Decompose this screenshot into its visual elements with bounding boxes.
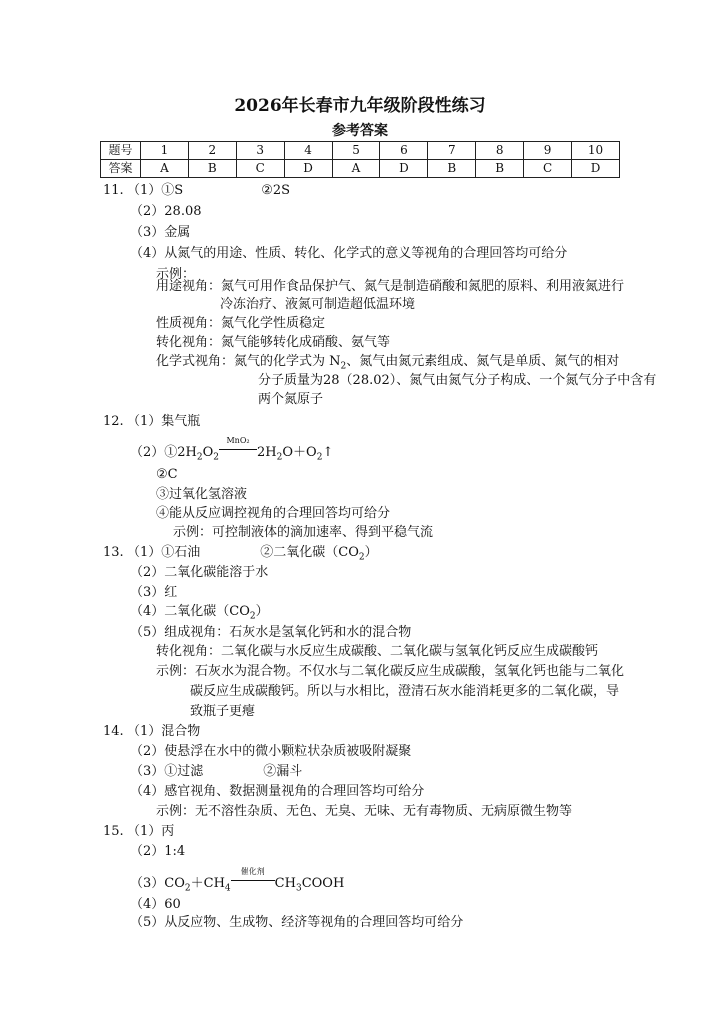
answer-line: （2）1:4	[130, 844, 186, 859]
answer-line: 转化视角：二氧化碳与水反应生成碳酸、二氧化碳与氢氧化钙反应生成碳酸钙	[156, 644, 599, 659]
answer-text: ②二氧化碳（CO	[260, 545, 359, 560]
answer-line: （4）从氮气的用途、性质、转化、化学式的意义等视角的合理回答均可给分	[130, 246, 568, 261]
answer-line: ③过氧化氢溶液	[156, 487, 248, 502]
answer-line	[156, 315, 325, 333]
answer-table	[100, 141, 620, 178]
answer-line: （3）金属	[130, 225, 191, 240]
answer-line: 示例：可控制液体的滴加速率、得到平稳气流	[173, 525, 434, 540]
subscript: 2	[184, 883, 191, 894]
answer-line	[130, 763, 302, 781]
question-number: 1	[141, 142, 189, 160]
reaction-arrow	[231, 867, 275, 887]
equation-text: CH	[274, 876, 296, 891]
subscript: 2	[316, 452, 323, 463]
answer-cell: D	[380, 160, 428, 178]
question-number: 11.	[103, 183, 124, 198]
answer-line: （1）混合物	[127, 724, 201, 739]
subscript: 2	[196, 452, 203, 463]
answer-line: （1）丙	[127, 824, 175, 839]
question-number: 5	[332, 142, 380, 160]
chemical-equation	[130, 436, 334, 467]
question-number: 7	[428, 142, 476, 160]
answer-line	[127, 182, 290, 200]
answer-text: ②漏斗	[263, 764, 303, 779]
reaction-arrow	[219, 436, 257, 456]
example-label: 示例：	[156, 267, 196, 282]
question-number: 6	[380, 142, 428, 160]
answer-text: （1）①石油	[127, 545, 201, 560]
question-number: 3	[236, 142, 284, 160]
question-number: 4	[284, 142, 332, 160]
answer-line: （3）红	[130, 585, 178, 600]
answer-line: （1）集气瓶	[127, 414, 201, 429]
subscript: 2	[340, 361, 347, 372]
question-number: 15.	[103, 824, 124, 839]
question-number: 12.	[103, 414, 124, 429]
chemical-equation	[130, 867, 345, 898]
subscript: 2	[213, 452, 220, 463]
answer-line: （4）感官视角、数据测量视角的合理回答均可给分	[130, 784, 425, 799]
answer-text: ）	[255, 604, 269, 619]
equation-text: O＋O	[282, 445, 317, 460]
answer-line	[156, 278, 624, 296]
answer-line: （2）二氧化碳能溶于水	[130, 565, 269, 580]
answer-cell: C	[524, 160, 572, 178]
answer-line: （5）组成视角：石灰水是氢氧化钙和水的混合物	[130, 625, 412, 640]
answer-table-header-row	[101, 142, 620, 160]
answer-text: 氮气能够转化成硝酸、氨气等	[221, 335, 391, 350]
answer-text: 氮气可用作食品保护气、氮气是制造硝酸和氮肥的原料、利用液氮进行	[221, 279, 625, 294]
answer-line: 冷冻治疗、液氮可制造超低温环境	[220, 297, 416, 312]
answer-text: 氮气的化学式为 N	[234, 354, 341, 369]
perspective-label: 性质视角：	[156, 316, 222, 331]
answer-cell: D	[284, 160, 332, 178]
page-subtitle: 参考答案	[332, 123, 388, 139]
answer-line: （4）60	[130, 897, 181, 912]
answer-cell: D	[572, 160, 620, 178]
equation-text: O	[202, 445, 214, 460]
question-number: 8	[476, 142, 524, 160]
equation-text: ＋CH	[190, 876, 225, 891]
answer-text: 、氮气由氮元素组成、氮气是单质、氮气的相对	[346, 354, 620, 369]
answer-text: 氮气化学性质稳定	[221, 316, 326, 331]
answer-text: ）	[364, 545, 378, 560]
perspective-label: 用途视角：	[156, 279, 222, 294]
answer-cell: A	[332, 160, 380, 178]
answer-table-answer-row	[101, 160, 620, 178]
catalyst-label: MnO₂	[226, 436, 250, 445]
answer-table-header-label: 题号	[101, 142, 141, 160]
question-number: 9	[524, 142, 572, 160]
answer-cell: C	[236, 160, 284, 178]
subscript: 3	[295, 883, 302, 894]
equation-text: （2）①2H	[130, 445, 197, 460]
gas-arrow: ↑	[322, 445, 334, 460]
question-number: 13.	[103, 545, 124, 560]
subscript: 4	[224, 883, 231, 894]
answer-line: 致瓶子更瘪	[190, 704, 256, 719]
subscript: 2	[276, 452, 283, 463]
answer-cell: A	[141, 160, 189, 178]
answer-line: 两个氮原子	[258, 392, 324, 407]
answer-line: （2）使悬浮在水中的微小颗粒状杂质被吸附凝聚	[130, 744, 412, 759]
perspective-label: 转化视角：	[156, 335, 222, 350]
answer-line: 碳反应生成碳酸钙。所以与水相比，澄清石灰水能消耗更多的二氧化碳，导	[190, 684, 620, 699]
equation-text: COOH	[301, 876, 345, 891]
question-number: 2	[188, 142, 236, 160]
catalyst-label: 催化剂	[240, 867, 265, 876]
answer-text: （3）①过滤	[130, 764, 204, 779]
answer-table-answer-label: 答案	[101, 160, 141, 178]
subscript: 2	[249, 611, 256, 622]
answer-line: ④能从反应调控视角的合理回答均可给分	[156, 506, 391, 521]
answer-line: 示例：石灰水为混合物。不仅水与二氧化碳反应生成碳酸，氢氧化钙也能与二氧化	[156, 664, 625, 679]
answer-line: （2）28.08	[130, 204, 202, 219]
answer-cell: B	[428, 160, 476, 178]
answer-cell: B	[476, 160, 524, 178]
answer-line: 示例：无不溶性杂质、无色、无臭、无味、无有毒物质、无病原微生物等	[156, 804, 573, 819]
answer-text: ②2S	[261, 183, 291, 198]
equation-text: 2H	[257, 445, 277, 460]
subscript: 2	[358, 552, 365, 563]
answer-text: （4）二氧化碳（CO	[130, 604, 250, 619]
answer-line: 分子质量为28（28.02）、氮气由氮气分子构成、一个氮气分子中含有	[258, 373, 657, 388]
question-number: 10	[572, 142, 620, 160]
answer-line	[130, 603, 269, 626]
page-title: 2026年长春市九年级阶段性练习	[234, 96, 486, 116]
equation-text: （3）CO	[130, 876, 185, 891]
answer-text: （1）①S	[127, 183, 184, 198]
question-number: 14.	[103, 724, 124, 739]
perspective-label: 化学式视角：	[156, 354, 235, 369]
answer-cell: B	[188, 160, 236, 178]
answer-line: （5）从反应物、生成物、经济等视角的合理回答均可给分	[130, 915, 464, 930]
answer-line: ②C	[156, 467, 178, 482]
answer-line	[156, 334, 390, 352]
